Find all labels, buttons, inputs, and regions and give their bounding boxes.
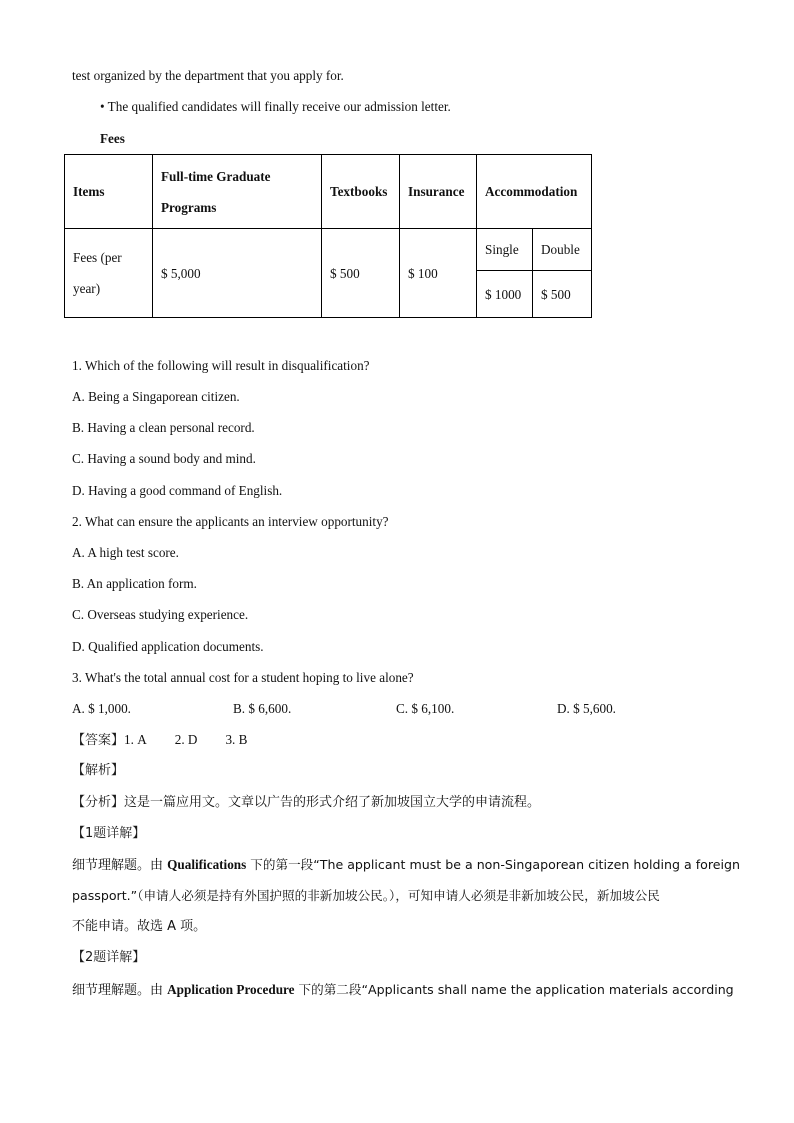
cell-single-label: Single <box>477 229 533 271</box>
q1-detail-keyword: Qualifications <box>167 857 247 872</box>
answer-line <box>72 732 247 749</box>
question-3-option-d: D. $ 5,600. <box>557 701 616 716</box>
q2-detail-line-1 <box>72 982 734 999</box>
q1-detail-line-2: passport.”（申请人必须是持有外国护照的非新加坡公民。），可知申请人必须是非新加坡公民，新加坡公民 <box>72 888 660 903</box>
row-label-fees: Fees (per year) <box>65 229 153 318</box>
cell-single-fee: $ 1000 <box>477 271 533 318</box>
q1-detail-quote: 下的第一段“The applicant must be a non-Singaporean citizen holding a foreign <box>246 857 740 872</box>
question-2-option-c: C. Overseas studying experience. <box>72 607 249 622</box>
q1-detail-prefix: 细节理解题。由 <box>72 858 168 873</box>
q1-detail-line-1 <box>72 857 740 874</box>
header-fulltime: Full-time Graduate Programs <box>153 155 322 229</box>
cell-insurance-fee: $ 100 <box>400 229 477 318</box>
q2-detail-label: 【2题详解】 <box>72 950 146 965</box>
question-2-option-b: B. An application form. <box>72 576 197 591</box>
answer-label: 【答案】 <box>72 733 125 748</box>
fees-table <box>64 154 592 318</box>
question-1-stem: 1. Which of the following will result in disqualification? <box>72 358 370 373</box>
question-3-option-b: B. $ 6,600. <box>233 701 292 716</box>
question-3-option-c: C. $ 6,100. <box>396 701 455 716</box>
header-items: Items <box>65 155 153 229</box>
answer-3: 3. B <box>225 732 248 747</box>
summary-label: 【分析】 <box>72 795 125 810</box>
question-1-option-a: A. Being a Singaporean citizen. <box>72 389 240 404</box>
admission-bullet: • The qualified candidates will finally receive our admission letter. <box>100 99 451 114</box>
question-3-option-a: A. $ 1,000. <box>72 701 131 716</box>
summary-line <box>72 794 540 811</box>
question-2-option-d: D. Qualified application documents. <box>72 639 264 654</box>
question-2-option-a: A. A high test score. <box>72 545 179 560</box>
q2-detail-keyword: Application Procedure <box>167 982 295 997</box>
question-1-option-b: B. Having a clean personal record. <box>72 420 255 435</box>
q1-detail-label: 【1题详解】 <box>72 826 146 841</box>
q2-detail-prefix: 细节理解题。由 <box>72 983 168 998</box>
summary-text: 这是一篇应用文。文章以广告的形式介绍了新加坡国立大学的申请流程。 <box>124 795 541 810</box>
question-3-stem: 3. What's the total annual cost for a student hoping to live alone? <box>72 670 414 685</box>
header-insurance: Insurance <box>400 155 477 229</box>
q2-detail-quote: 下的第二段“Applicants shall name the application materials according <box>294 982 734 997</box>
answer-1: 1. A <box>124 732 147 747</box>
q1-detail-line-3: 不能申请。故选 A 项。 <box>72 919 207 934</box>
question-2-stem: 2. What can ensure the applicants an interview opportunity? <box>72 514 389 529</box>
question-1-option-c: C. Having a sound body and mind. <box>72 451 256 466</box>
question-1-option-d: D. Having a good command of English. <box>72 483 283 498</box>
intro-line: test organized by the department that you apply for. <box>72 68 344 83</box>
header-textbooks: Textbooks <box>322 155 400 229</box>
cell-fulltime-fee: $ 5,000 <box>153 229 322 318</box>
fees-heading: Fees <box>100 131 125 146</box>
answer-2: 2. D <box>174 732 198 747</box>
analysis-label: 【解析】 <box>72 763 125 778</box>
cell-double-fee: $ 500 <box>533 271 592 318</box>
cell-double-label: Double <box>533 229 592 271</box>
header-accommodation: Accommodation <box>477 155 592 229</box>
cell-textbooks-fee: $ 500 <box>322 229 400 318</box>
